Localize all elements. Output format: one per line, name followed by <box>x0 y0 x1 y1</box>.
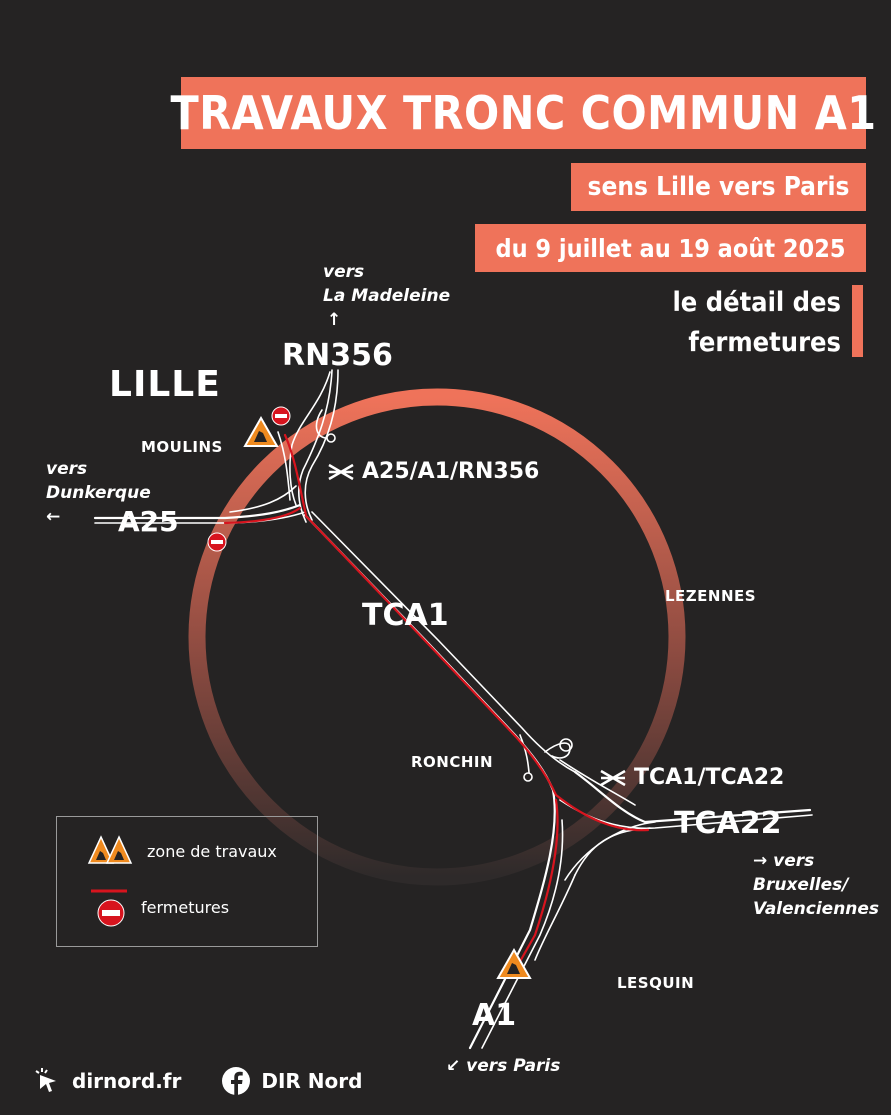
direction-paris: ↙ vers Paris <box>446 1056 561 1076</box>
city-label: LILLE <box>109 364 221 405</box>
legend-works <box>87 835 277 867</box>
detail-line-2: fermetures <box>688 327 841 358</box>
interchange-north-label: A25/A1/RN356 <box>362 459 540 484</box>
direction-destination: Dunkerque <box>46 483 151 503</box>
legend-works-label: zone de travaux <box>147 841 277 861</box>
road-label-rn356: RN356 <box>282 338 393 373</box>
direction-la-madeleine <box>323 260 450 332</box>
direction-dunkerque <box>46 457 151 529</box>
road-label-a25: A25 <box>118 505 179 538</box>
road-label-a1: A1 <box>472 998 517 1033</box>
direction-word: vers <box>323 262 365 282</box>
interchange-south <box>598 765 784 790</box>
page-title: TRAVAUX TRONC COMMUN A1 <box>181 77 866 149</box>
facebook-icon <box>221 1066 251 1096</box>
legend-closures-label: fermetures <box>141 897 230 917</box>
website-link[interactable] <box>34 1067 181 1095</box>
place-label-lezennes: LEZENNES <box>665 587 757 605</box>
road-label-tca1: TCA1 <box>362 598 449 633</box>
cursor-click-icon <box>34 1067 62 1095</box>
facebook-label: DIR Nord <box>261 1069 363 1093</box>
road-label-tca22: TCA22 <box>674 806 782 841</box>
no-entry-icon <box>207 532 227 552</box>
direction-word: vers <box>46 459 88 479</box>
direction-word: → vers <box>753 851 815 871</box>
works-zone-icon <box>496 948 532 980</box>
website-label: dirnord.fr <box>72 1069 182 1093</box>
direction-bruxelles <box>753 849 879 921</box>
place-label-lesquin: LESQUIN <box>617 974 695 992</box>
detail-line-1: le détail des <box>672 287 841 318</box>
direction-destination: La Madeleine <box>323 286 451 306</box>
no-entry-icon <box>87 887 127 927</box>
interchange-north <box>326 459 539 484</box>
arrow-left-icon: ← <box>46 507 61 527</box>
interchange-icon <box>598 768 628 788</box>
legend <box>56 816 318 947</box>
direction-destination-2: Valenciennes <box>753 899 880 919</box>
place-label-ronchin: RONCHIN <box>411 753 494 771</box>
arrow-up-icon: ↑ <box>327 310 342 330</box>
interchange-icon <box>326 462 356 482</box>
direction-destination: Bruxelles/ <box>753 875 849 895</box>
interchange-south-label: TCA1/TCA22 <box>634 765 785 790</box>
legend-closures <box>87 887 229 927</box>
direction-banner: sens Lille vers Paris <box>571 163 866 211</box>
facebook-link[interactable] <box>221 1066 362 1096</box>
footer <box>34 1066 362 1096</box>
place-label-moulins: MOULINS <box>141 438 223 456</box>
works-zone-icon <box>87 835 133 867</box>
no-entry-icon <box>271 406 291 426</box>
dates-banner: du 9 juillet au 19 août 2025 <box>475 224 866 272</box>
